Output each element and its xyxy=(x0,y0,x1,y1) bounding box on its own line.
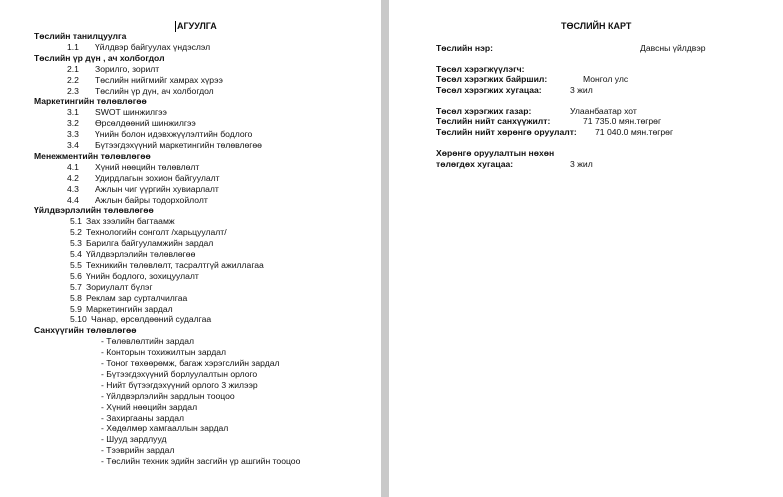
toc-bullet-item: - Захиргааны зардал xyxy=(101,412,185,423)
toc-item-text: Технологийн сонголт /харьцуулалт/ xyxy=(86,227,227,238)
total-funding-value: 71 735.0 мян.төгрөг xyxy=(583,116,662,126)
toc-item-number: 5.4 xyxy=(70,249,82,259)
toc-item-number: 5.2 xyxy=(70,227,82,238)
document-page-right[interactable] xyxy=(389,0,783,497)
toc-bullet-item: - Хүний нөөцийн зардал xyxy=(101,401,198,412)
toc-bullet-item: - Тээврийн зардал xyxy=(101,445,175,456)
toc-item-number: 4.2 xyxy=(67,172,79,183)
toc-title-line xyxy=(175,21,217,32)
toc-item-text: Реклам зар сурталчилгаа xyxy=(86,292,188,303)
project-name-label: Төслийн нэр: xyxy=(436,43,493,53)
toc-item-text: Ажлын чиг үүргийн хувиарлалт xyxy=(95,183,219,194)
toc-bullet-item: - Бүтээгдэхүүний борлуулалтын орлого xyxy=(101,368,258,379)
toc-item-text: Барилга байгууламжийн зардал xyxy=(86,238,214,249)
toc-item-number: 2.3 xyxy=(67,85,79,96)
toc-item-number: 5.10 xyxy=(70,314,87,325)
toc-item-number: 5.8 xyxy=(70,292,82,303)
toc-bullet-item: - Шууд зардлууд xyxy=(101,434,167,445)
toc-item-number: 5.5 xyxy=(70,259,82,270)
total-funding-label: Төслийн нийт санхүүжилт: xyxy=(436,116,551,126)
toc-item-number: 3.2 xyxy=(67,118,79,129)
card-title: ТӨСЛИЙН КАРТ xyxy=(561,21,632,31)
document-page-left[interactable] xyxy=(0,0,381,497)
text-cursor xyxy=(175,21,176,32)
toc-item-text: Зах зээлийн багтаамж xyxy=(86,216,175,227)
toc-item-text: Зориулалт бүлэг xyxy=(86,281,153,292)
toc-item-number: 3.4 xyxy=(67,140,79,150)
payback-value: 3 жил xyxy=(570,159,593,169)
place-value: Улаанбаатар хот xyxy=(570,106,637,116)
toc-item-number: 1.1 xyxy=(67,41,79,52)
toc-item-number: 2.2 xyxy=(67,74,79,85)
toc-item-number: 5.9 xyxy=(70,303,82,314)
toc-item-text: Төслийн нийгмийг хамрах хүрээ xyxy=(95,74,223,85)
toc-bullet-item: - Үйлдвэрлэлийн зардлын тооцоо xyxy=(101,390,235,401)
place-label: Төсөл хэрэгжих газар: xyxy=(436,106,532,116)
toc-title: АГУУЛГА xyxy=(177,21,217,31)
toc-bullet-item: - Нийт бүтээгдэхүүний орлого 3 жилээр xyxy=(101,379,258,390)
toc-item-number: 4.4 xyxy=(67,194,79,205)
toc-item-text: Чанар, өрсөлдөөний судалгаа xyxy=(91,314,212,325)
toc-item-number: 3.1 xyxy=(67,107,79,118)
toc-item-text: Маркетингийн зардал xyxy=(86,303,173,314)
toc-section-heading: Үйлдвэрлэлийн төлөвлөгөө xyxy=(34,205,154,216)
toc-item-text: Үнийн болон идэвхжүүлэлтийн бодлого xyxy=(95,129,253,140)
toc-item-text: Үйлдвэрлэлийн төлөвлөгөө xyxy=(86,249,196,259)
project-name-value: Давсны үйлдвэр xyxy=(640,43,706,53)
toc-section-heading: Санхүүгийн төлөвлөгөө xyxy=(34,325,137,336)
implementer-label: Төсөл хэрэгжүүлэгч: xyxy=(436,64,525,74)
toc-section-heading: Төслийн үр дүн , ач холбогдол xyxy=(34,52,165,63)
toc-item-number: 5.7 xyxy=(70,281,82,292)
toc-item-text: Үйлдвэр байгуулах үндэслэл xyxy=(95,41,211,52)
toc-item-text: Техникийн төлөвлөлт, тасралтгүй ажиллагаа xyxy=(86,259,264,270)
toc-bullet-item: - Тоног төхөөрөмж, багаж хэрэгслийн зардал xyxy=(101,358,280,368)
total-investment-label: Төслийн нийт хөрөнгө оруулалт: xyxy=(436,127,577,137)
toc-item-text: Бүтээгдэхүүний маркетингийн төлөвлөгөө xyxy=(95,140,262,150)
toc-item-number: 5.6 xyxy=(70,270,82,281)
toc-item-number: 3.3 xyxy=(67,129,79,140)
toc-item-number: 4.3 xyxy=(67,183,79,194)
toc-bullet-item: - Конторын тохижилтын зардал xyxy=(101,347,227,358)
toc-section-heading: Менежментийн төлөвлөгөө xyxy=(34,150,151,161)
duration-label: Төсөл хэрэгжих хугацаа: xyxy=(436,85,542,95)
total-investment-value: 71 040.0 мян.төгрөг xyxy=(595,127,674,137)
location-value: Монгол улс xyxy=(583,74,629,84)
toc-section-heading: Маркетингийн төлөвлөгөө xyxy=(34,96,147,107)
toc-item-text: Төслийн үр дүн, ач холбогдол xyxy=(95,85,214,96)
toc-item-text: Хүний нөөцийн төлөвлөлт xyxy=(95,161,200,172)
location-label: Төсөл хэрэгжих байршил: xyxy=(436,74,548,84)
toc-bullet-item: - Төлөвлөлтийн зардал xyxy=(101,336,195,347)
toc-bullet-item: - Төслийн техник эдийн засгийн үр ашгийн тооцоо xyxy=(101,456,301,467)
payback-label-line2: төлөгдөх хугацаа: xyxy=(436,159,514,169)
toc-section-heading: Төслийн танилцуулга xyxy=(34,31,127,41)
toc-item-number: 4.1 xyxy=(67,161,79,172)
toc-item-text: Ажлын байры тодорхойлолт xyxy=(95,194,208,205)
toc-item-number: 2.1 xyxy=(67,63,79,74)
toc-item-text: SWOT шинжилгээ xyxy=(95,107,167,118)
toc-item-text: Үнийн бодлого, зохицуулалт xyxy=(86,270,199,281)
toc-item-text: Удирдлагын зохион байгуулалт xyxy=(95,172,220,183)
toc-bullet-item: - Хөдөлмөр хамгааллын зардал xyxy=(101,423,229,434)
toc-item-number: 5.3 xyxy=(70,238,82,249)
toc-item-number: 5.1 xyxy=(70,216,82,227)
toc-item-text: Зорилго, зорилт xyxy=(95,63,160,74)
toc-item-text: Өрсөлдөөний шинжилгээ xyxy=(95,118,196,129)
payback-label-line1: Хөрөнгө оруулалтын нөхөн xyxy=(436,148,555,158)
duration-value: 3 жил xyxy=(570,85,593,95)
